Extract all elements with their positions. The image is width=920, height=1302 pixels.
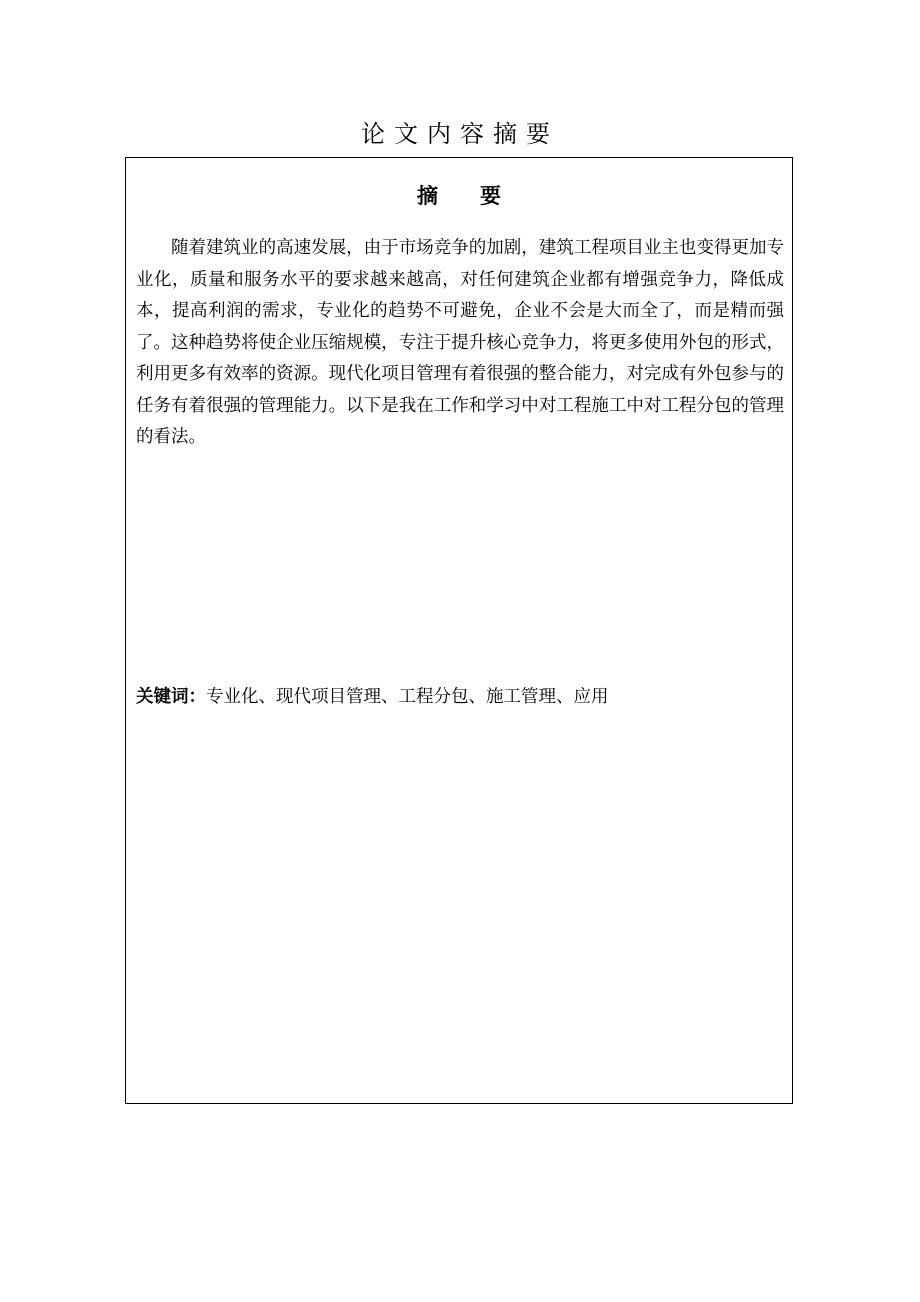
abstract-heading-right: 要 [480, 183, 501, 208]
keywords-label: 关键词： [136, 687, 206, 707]
abstract-heading [126, 178, 792, 214]
abstract-box [125, 157, 793, 1104]
keywords-line [136, 682, 784, 714]
page-title: 论文内容摘要 [361, 120, 559, 148]
keywords-value: 专业化、现代项目管理、工程分包、施工管理、应用 [206, 687, 609, 707]
abstract-body: 随着建筑业的高速发展，由于市场竞争的加剧，建筑工程项目业主也变得更加专业化，质量和服务水平的要求越来越高，对任何建筑企业都有增强竞争力，降低成本，提高利润的需求，专业化的趋势不可避免，企业不会是大而全了，而是精而强了。这种趋势将使企业压缩规模，专注于提升核心竞争力，将更多使用外包的形式，利用更多有效率的资源。现代化项目管理有着很强的整合能力，对完成有外包参与的任务有着很强的管理能力。以下是我在工作和学习中对工程施工中对工程分包的管理的看法。 [136, 238, 784, 447]
abstract-heading-left: 摘 [417, 183, 438, 208]
